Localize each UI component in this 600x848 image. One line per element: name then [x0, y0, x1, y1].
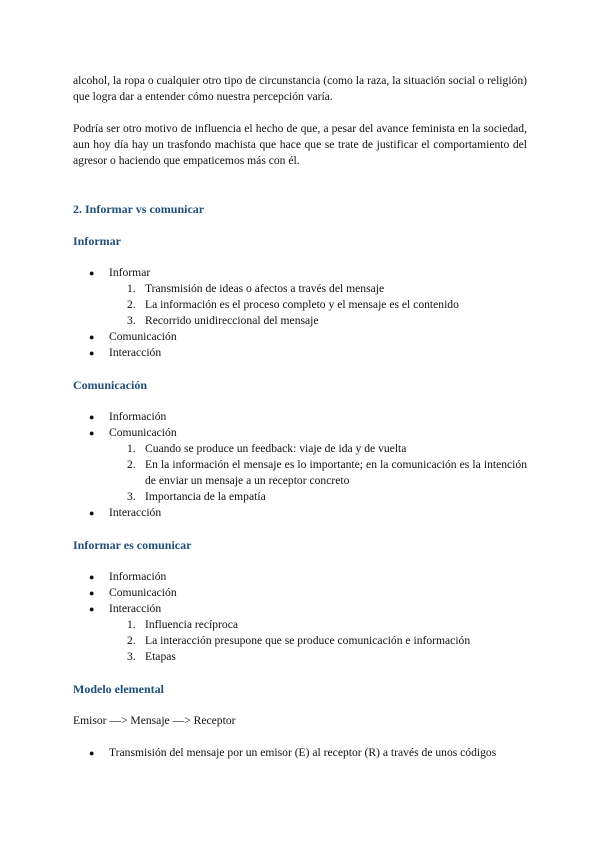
- bullet-icon: ●: [89, 508, 95, 518]
- section-title: 2. Informar vs comunicar: [73, 202, 205, 216]
- list-item-label: Informar: [109, 266, 151, 279]
- modelo-line: Emisor —> Mensaje —> Receptor: [73, 714, 236, 727]
- bullet-icon: ●: [89, 748, 95, 758]
- list-item: [73, 345, 527, 361]
- list-number: 3.: [127, 490, 136, 503]
- sub-item-label: Cuando se produce un feedback: viaje de ida y de vuelta: [145, 442, 407, 455]
- sub-list-item: [73, 313, 527, 329]
- sub-list-item: [73, 457, 527, 489]
- sub-item-label: Importancia de la empatía: [145, 490, 266, 503]
- list-item: [73, 569, 527, 585]
- list-item-label: Comunicación: [109, 330, 177, 343]
- bullet-icon: ●: [89, 348, 95, 358]
- list-item-label: Comunicación: [109, 586, 177, 599]
- sub-list-item: [73, 297, 527, 313]
- sub-list-item: [73, 649, 527, 665]
- list-item-label: Información: [109, 570, 167, 583]
- list-item: [73, 425, 527, 441]
- bullet-icon: ●: [89, 428, 95, 438]
- list-number: 2.: [127, 298, 136, 311]
- heading-informar: Informar: [73, 234, 121, 248]
- bullet-icon: ●: [89, 412, 95, 422]
- list-item: [73, 329, 527, 345]
- list-informar: [73, 265, 527, 361]
- sub-list-item: [73, 617, 527, 633]
- bullet-icon: ●: [89, 604, 95, 614]
- intro-paragraph-2: Podría ser otro motivo de influencia el hecho de que, a pesar del avance feminista en la sociedad, aun hoy día hay un trasfondo machista que hace que se trate de justificar el comportamiento del agresor o haciendo que empaticemos más con él.: [73, 122, 527, 167]
- list-item: [73, 745, 527, 761]
- heading-informar-es-comunicar: Informar es comunicar: [73, 538, 192, 552]
- list-number: 1.: [127, 618, 136, 631]
- intro-paragraph-1: alcohol, la ropa o cualquier otro tipo de circunstancia (como la raza, la situación social o religión) que logra dar a entender cómo nuestra percepción varía.: [73, 74, 527, 103]
- list-item: [73, 601, 527, 617]
- bullet-icon: ●: [89, 268, 95, 278]
- heading-modelo-elemental: Modelo elemental: [73, 682, 164, 696]
- sub-item-label: Transmisión de ideas o afectos a través del mensaje: [145, 282, 385, 295]
- sub-item-label: En la información el mensaje es lo importante; en la comunicación es la intención de enviar un mensaje a un receptor concreto: [145, 458, 527, 487]
- list-number: 3.: [127, 314, 136, 327]
- sub-list-item: [73, 281, 527, 297]
- list-item-label: Información: [109, 410, 167, 423]
- list-item-label: Interacción: [109, 506, 162, 519]
- list-item-label: Interacción: [109, 346, 162, 359]
- list-number: 2.: [127, 634, 136, 647]
- list-modelo: [73, 745, 527, 761]
- bullet-icon: ●: [89, 332, 95, 342]
- list-item: [73, 409, 527, 425]
- list-informar-es-comunicar: [73, 569, 527, 665]
- list-number: 2.: [127, 458, 136, 471]
- sub-item-label: Influencia recíproca: [145, 618, 239, 631]
- sub-list-item: [73, 441, 527, 457]
- list-item-label: Interacción: [109, 602, 162, 615]
- list-item-label: Transmisión del mensaje por un emisor (E) al receptor (R) a través de unos códigos: [109, 746, 497, 759]
- sub-list-item: [73, 489, 527, 505]
- list-number: 3.: [127, 650, 136, 663]
- sub-item-label: La información es el proceso completo y el mensaje es el contenido: [145, 298, 459, 311]
- list-number: 1.: [127, 442, 136, 455]
- sub-item-label: Recorrido unidireccional del mensaje: [145, 314, 319, 327]
- list-number: 1.: [127, 282, 136, 295]
- bullet-icon: ●: [89, 588, 95, 598]
- list-item: [73, 265, 527, 281]
- list-item: [73, 585, 527, 601]
- sub-item-label: La interacción presupone que se produce comunicación e información: [145, 634, 471, 647]
- heading-comunicacion: Comunicación: [73, 378, 148, 392]
- list-item-label: Comunicación: [109, 426, 177, 439]
- bullet-icon: ●: [89, 572, 95, 582]
- list-item: [73, 505, 527, 521]
- list-comunicacion: [73, 409, 527, 521]
- sub-item-label: Etapas: [145, 650, 176, 663]
- sub-list-item: [73, 633, 527, 649]
